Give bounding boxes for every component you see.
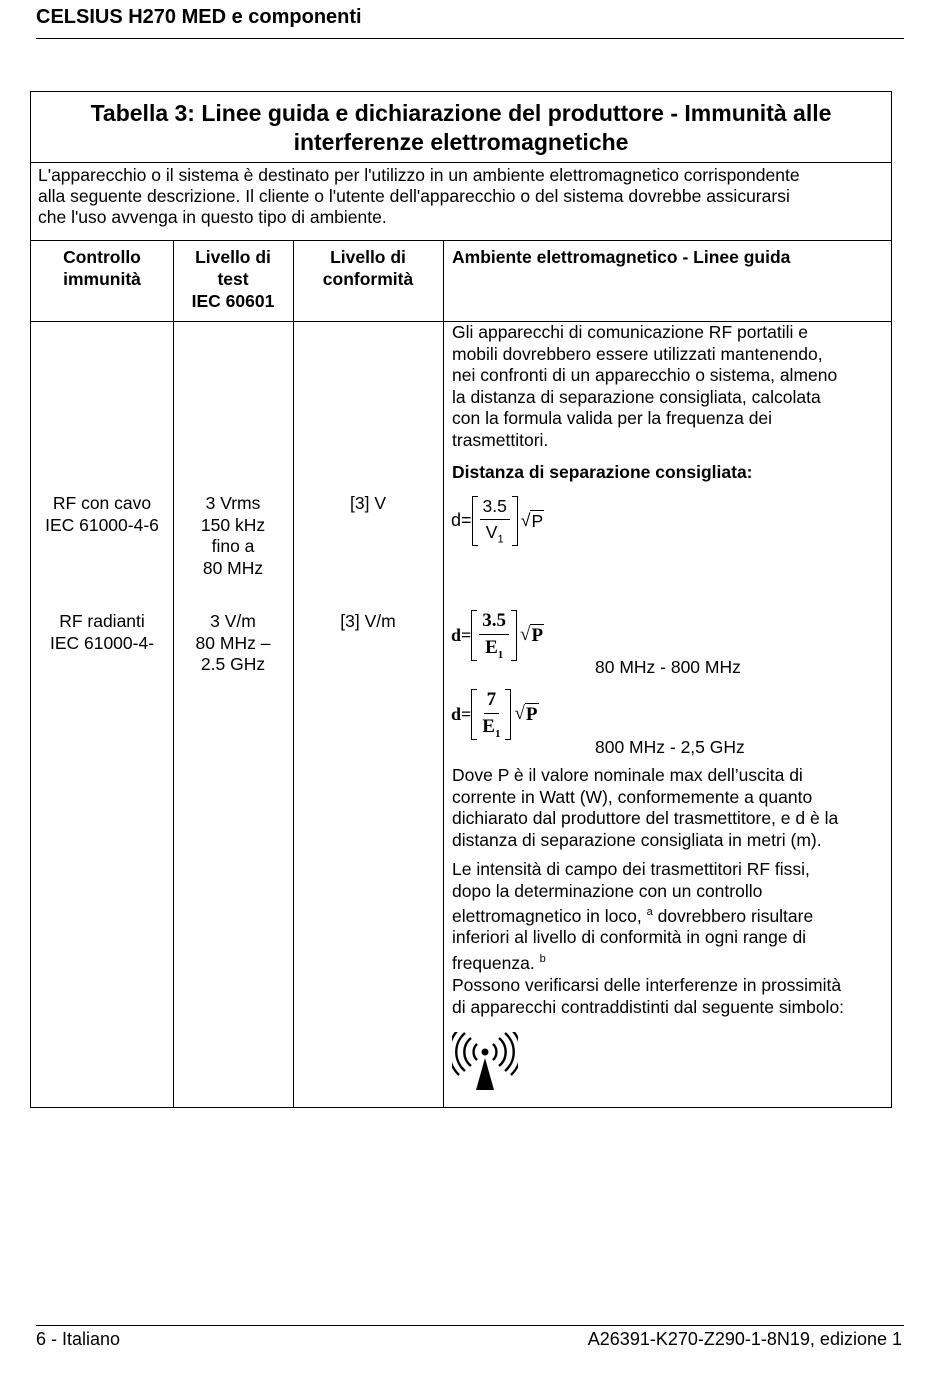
sqrt-radicand: P <box>531 624 544 646</box>
para-text: dovrebbero risultare <box>657 905 814 926</box>
col-header-line: Livello di <box>195 247 271 267</box>
table-intro <box>31 163 891 241</box>
table-title <box>31 92 891 163</box>
col-header-livello-test <box>173 246 293 312</box>
formula-fraction <box>480 496 510 546</box>
formula-lhs: d= <box>451 624 472 645</box>
formula-fraction <box>479 610 509 661</box>
intro-line2: alla seguente descrizione. Il cliente o l'utente dell'apparecchio o del sistema dovrebbe assicurarsi <box>38 186 790 206</box>
den-var: E <box>485 637 498 658</box>
para-line: inferiori al livello di conformità in ogni range di <box>452 927 807 948</box>
rf-radianti-compliance: [3] V/m <box>340 611 396 631</box>
formula-numerator: 3.5 <box>479 610 509 635</box>
col-header-ambiente: Ambiente elettromagnetico - Linee guida <box>452 247 791 267</box>
den-sub: 1 <box>497 533 504 546</box>
intro-line1: L'apparecchio o il sistema è destinato per l'utilizzo in un ambiente elettromagnetico corrispondente <box>38 165 800 185</box>
rf-radianti-test-level <box>173 611 293 676</box>
footnote-marker-a: a <box>646 906 653 918</box>
para-line: Possono verificarsi delle interferenze in prossimità <box>452 975 842 995</box>
para-line: trasmettitori. <box>452 429 549 450</box>
cell-line: 2.5 GHz <box>200 654 266 674</box>
col-header-line: IEC 60601 <box>191 291 275 311</box>
para-line: con la formula valida per la frequenza dei <box>452 408 773 428</box>
para-text: elettromagnetico in loco, <box>452 905 642 926</box>
den-sub: 1 <box>494 727 501 740</box>
sqrt-radicand: P <box>525 703 538 725</box>
guide-paragraph-2 <box>452 765 888 851</box>
formula-rf-radianti-high <box>451 689 539 740</box>
formula-bracket <box>472 496 518 546</box>
col-header-line: Controllo <box>63 247 141 267</box>
intro-line3: che l'uso avvenga in questo tipo di ambiente. <box>38 207 387 227</box>
cell-line: 3 V/m <box>210 611 256 631</box>
rf-cavo-test-level <box>173 493 293 579</box>
para-line: dichiarato dal produttore del trasmettitore, e d è la <box>452 808 839 828</box>
para-line <box>452 949 888 974</box>
footnote-marker-b: b <box>539 952 546 965</box>
formula-numerator: 3.5 <box>480 496 510 520</box>
cell-line: fino a <box>211 536 255 556</box>
immunity-table <box>30 91 892 1108</box>
para-line: dopo la determinazione con un controllo <box>452 880 763 901</box>
den-var: E <box>482 716 495 737</box>
para-text: frequenza. <box>452 952 535 973</box>
para-line: corrente in Watt (W), conformemente a quanto <box>452 786 813 807</box>
col-divider-2 <box>293 241 294 1107</box>
table-title-line2: interferenze elettromagnetiche <box>293 129 629 155</box>
cell-line: 3 Vrms <box>205 493 261 513</box>
footer-rule <box>36 1325 904 1326</box>
den-var: V <box>485 522 498 542</box>
formula-lhs: d= <box>451 703 472 724</box>
page-header-title: CELSIUS H270 MED e componenti <box>36 6 362 28</box>
formula-rf-radianti-low <box>451 610 544 661</box>
col-header-line: conformità <box>322 269 414 289</box>
cell-line: 150 kHz <box>200 514 266 535</box>
rf-cavo-test-name <box>31 493 173 536</box>
cell-line: IEC 61000-4- <box>49 632 155 653</box>
cell-line: RF con cavo <box>52 493 152 513</box>
rf-radianti-test-name <box>31 611 173 654</box>
formula-sqrt: √ P <box>520 624 544 646</box>
para-line: Le intensità di campo dei trasmettitori RF fissi, <box>452 859 810 879</box>
header-rule <box>36 38 904 39</box>
formula-denominator <box>479 714 503 740</box>
cell-line: IEC 61000-4-6 <box>45 514 159 535</box>
table-title-line1: Tabella 3: Linee guida e dichiarazione del produttore - Immunità alle <box>90 100 832 126</box>
formula-rf-cavo <box>451 496 544 546</box>
separation-distance-heading: Distanza di separazione consigliata: <box>452 462 753 482</box>
col-header-controllo <box>31 246 173 290</box>
formula-denominator <box>483 520 507 546</box>
para-line: Gli apparecchi di comunicazione RF portatili e <box>452 322 808 342</box>
footer-document-id: A26391-K270-Z290-1-8N19, edizione 1 <box>587 1329 902 1349</box>
rf-cavo-compliance: [3] V <box>350 493 386 513</box>
formula-sqrt: √ P <box>514 703 538 725</box>
cell-line: 80 MHz – <box>195 632 271 653</box>
para-line: di apparecchi contraddistinti dal seguente simbolo: <box>452 996 845 1017</box>
para-line: mobili dovrebbero essere utilizzati mantenendo, <box>452 343 823 364</box>
para-line: Dove P è il valore nominale max dell’uscita di <box>452 765 803 785</box>
guide-paragraph-4 <box>452 975 888 1018</box>
formula-bracket <box>471 610 517 661</box>
frequency-range-low: 80 MHz - 800 MHz <box>595 657 741 677</box>
formula-lhs: d= <box>451 510 472 531</box>
col-header-line: immunità <box>63 269 141 289</box>
guide-paragraph-3 <box>452 859 888 974</box>
sqrt-radicand: P <box>531 510 544 531</box>
formula-numerator: 7 <box>484 689 500 714</box>
den-sub: 1 <box>497 648 504 661</box>
col-header-line: test <box>217 269 249 289</box>
col-header-livello-conformita <box>293 246 443 290</box>
footer-page-number: 6 - Italiano <box>36 1329 121 1349</box>
guide-paragraph-1 <box>452 322 888 451</box>
para-line: la distanza di separazione consigliata, calcolata <box>452 386 821 407</box>
formula-fraction <box>479 689 503 740</box>
formula-bracket <box>471 689 511 740</box>
formula-sqrt: √ P <box>520 510 544 531</box>
cell-line: RF radianti <box>59 611 145 631</box>
col-header-line: Livello di <box>330 247 406 267</box>
cell-line: 80 MHz <box>202 557 264 578</box>
col-divider-3 <box>443 241 444 1107</box>
para-line <box>452 902 888 927</box>
para-line: distanza di separazione consigliata in metri (m). <box>452 829 822 850</box>
radio-transmitter-icon <box>452 1032 518 1092</box>
para-line: nei confronti di un apparecchio o sistema, almeno <box>452 365 838 385</box>
frequency-range-high: 800 MHz - 2,5 GHz <box>595 737 745 757</box>
formula-denominator <box>482 635 506 661</box>
